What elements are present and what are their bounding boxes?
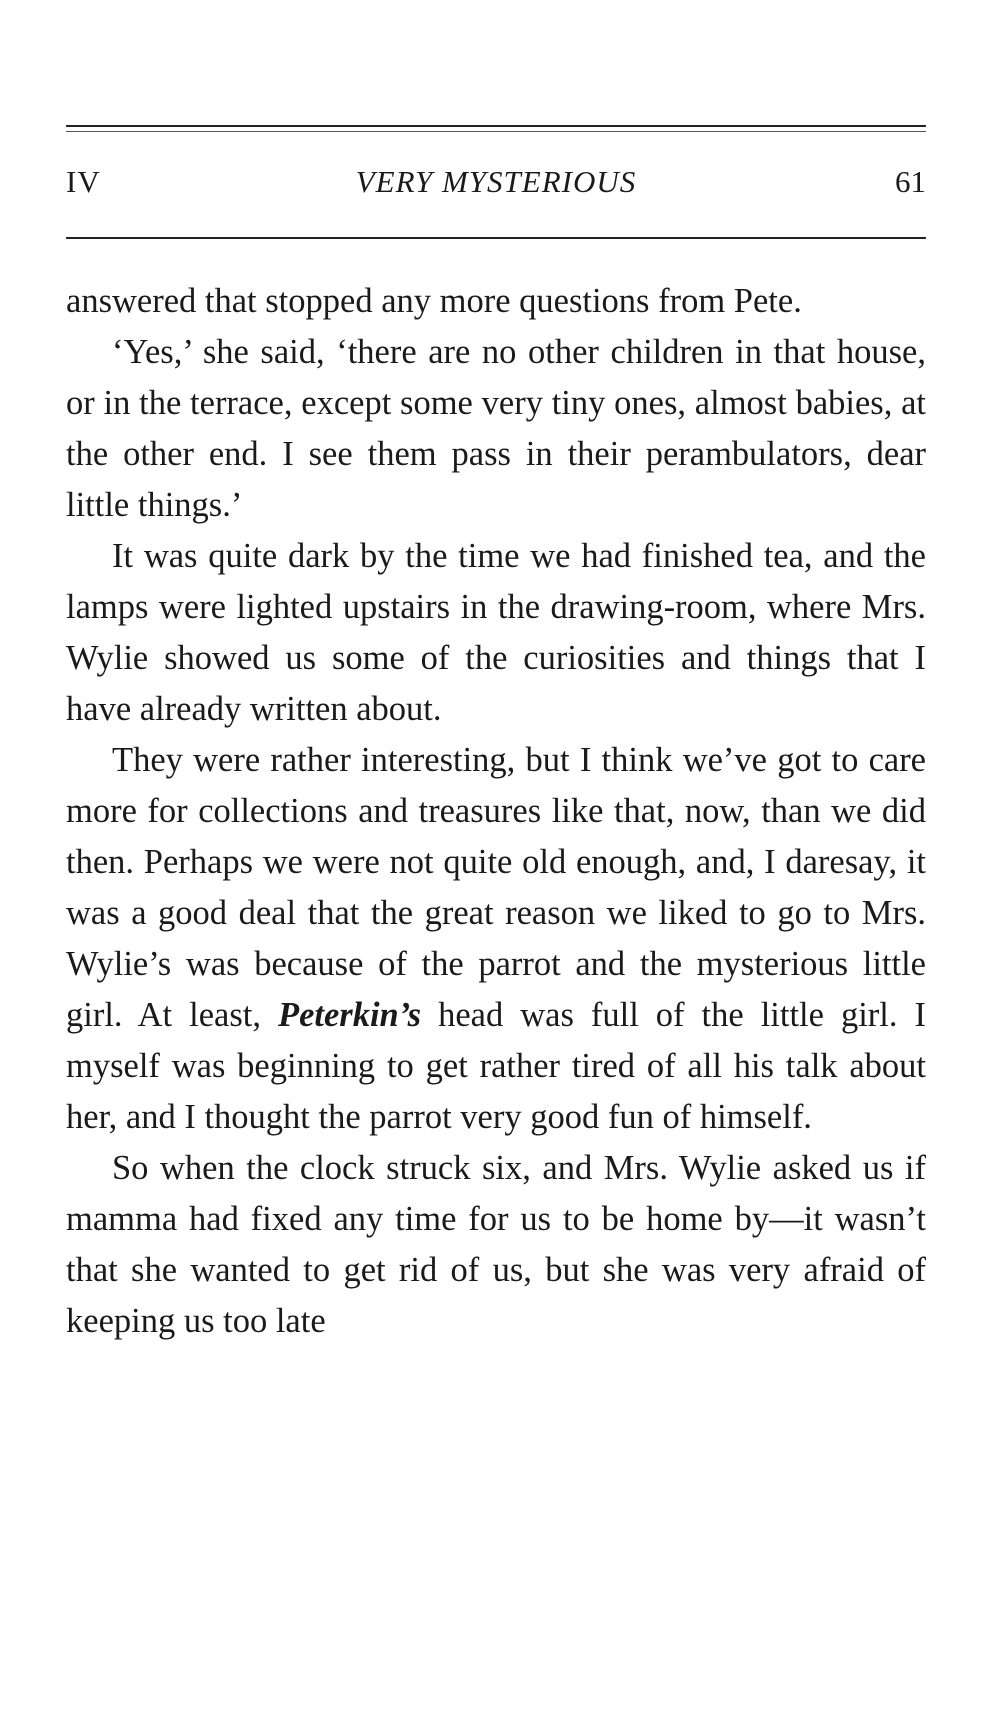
page-number: 61 [895, 164, 926, 199]
chapter-numeral: IV [66, 164, 101, 199]
emphasized-name: Peterkin’s [278, 996, 422, 1034]
paragraph-4 [66, 735, 926, 1143]
running-head [66, 160, 926, 204]
top-rule [66, 125, 926, 127]
paragraph-4-part-b: head was full of the little girl. I myself was beginning to get rather tired of all his talk about her, and I thought the parrot very good fun of himself. [66, 996, 926, 1136]
paragraph-3: It was quite dark by the time we had finished tea, and the lamps were lighted upstairs in the drawing-room, where Mrs. Wylie showed us some of the curiosities and things that I have already written about. [66, 537, 926, 728]
top-rule-thin [66, 131, 926, 132]
header-rule [66, 237, 926, 239]
paragraph-4-part-a: They were rather interesting, but I think we’ve got to care more for collections and treasures like that, now, than we did then. Perhaps we were not quite old enough, and, I daresay, it was a good deal that the great reason we liked to go to Mrs. Wylie’s was because of the parrot and the mysterious little girl. At least, [66, 741, 926, 1034]
running-title: VERY MYSTERIOUS [355, 164, 637, 199]
paragraph-5: So when the clock struck six, and Mrs. Wylie asked us if mamma had fixed any time for us to be home by—it wasn’t that she wanted to get rid of us, but she was very afraid of keeping us too late [66, 1149, 926, 1340]
paragraph-2: ‘Yes,’ she said, ‘there are no other children in that house, or in the terrace, except some very tiny ones, almost babies, at the other end. I see them pass in their perambulators, dear little things.’ [66, 333, 926, 524]
body-text [66, 276, 926, 1347]
paragraph-1: answered that stopped any more questions from Pete. [66, 282, 802, 320]
